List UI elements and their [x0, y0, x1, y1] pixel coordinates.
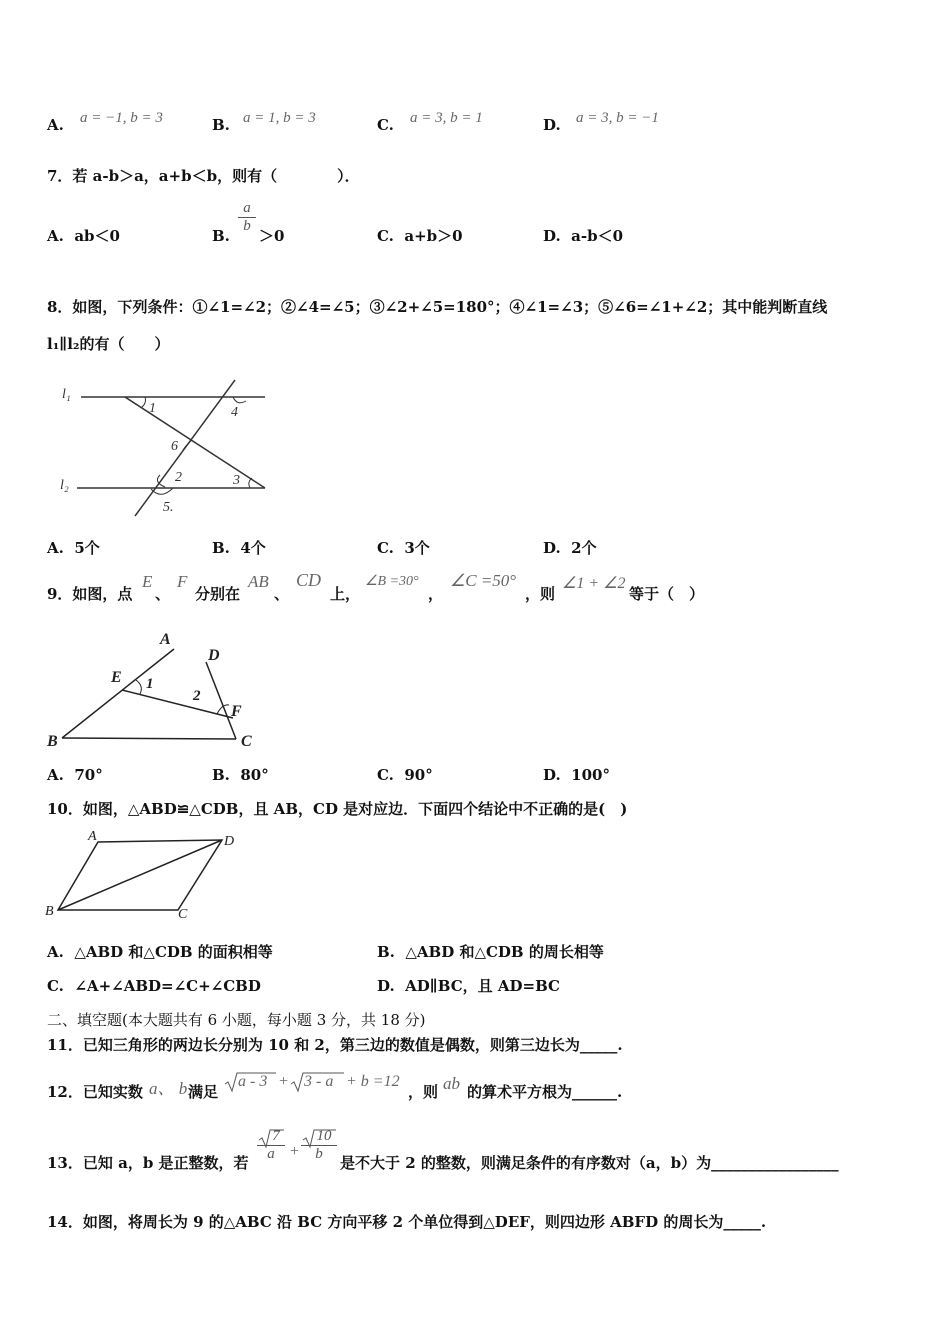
- q9-point-f: F: [177, 572, 188, 591]
- q9-option-c: [377, 765, 433, 785]
- q9-label-a: A: [160, 631, 171, 648]
- q13-numerator-1: 7: [257, 1128, 285, 1146]
- q13-denominator-1: a: [267, 1146, 275, 1162]
- q8-option-d-letter: D.: [543, 539, 561, 557]
- q8-option-c-letter: C.: [377, 539, 394, 557]
- q12-part1: 12．已知实数: [47, 1083, 143, 1101]
- q9-figure: [40, 622, 270, 757]
- q12-part4: 的算术平方根为______.: [467, 1083, 623, 1101]
- q7-option-d: [543, 226, 623, 246]
- q10-option-a-text: △ABD 和△CDB 的面积相等: [74, 943, 273, 961]
- q8-label-angle5: 5.: [163, 500, 174, 515]
- q9-option-b-letter: B.: [212, 766, 230, 784]
- q8-label-angle6: 6: [171, 439, 178, 454]
- q7-option-a-text: ab＜0: [74, 227, 120, 245]
- q8-stem-line2: l₁∥l₂的有（ ）: [47, 335, 170, 353]
- q14-text: 14．如图，将周长为 9 的△ABC 沿 BC 方向平移 2 个单位得到△DEF，则四边形 ABFD 的周长为_____.: [47, 1213, 767, 1231]
- q7-stem: 7．若 a-b＞a，a+b＜b，则有（ ）．: [47, 167, 360, 185]
- q8-option-a: [47, 538, 100, 558]
- q8-option-b-text: 4个: [240, 539, 266, 557]
- q10-option-b: [377, 942, 604, 962]
- q7-option-b-denominator: b: [243, 218, 251, 234]
- q9-sep3: ，: [428, 585, 444, 603]
- q8-option-d: [543, 538, 597, 558]
- q9-label-b: B: [47, 733, 58, 750]
- section2-title: 二、填空题(本大题共有 6 小题，每小题 3 分，共 18 分): [47, 1011, 426, 1029]
- q10-option-a: [47, 942, 273, 962]
- q12-radicand-2: 3 - a: [304, 1073, 334, 1090]
- q7-option-b-fraction: [238, 200, 256, 235]
- q9-label-d: D: [208, 647, 220, 664]
- q6-option-b-letter: B.: [212, 116, 230, 134]
- q7-option-c-text: a+b＞0: [404, 227, 463, 245]
- q8-option-d-text: 2个: [571, 539, 597, 557]
- q9-option-c-letter: C.: [377, 766, 394, 784]
- q9-label-angle2: 2: [193, 688, 201, 704]
- q10-option-a-letter: A.: [47, 943, 64, 961]
- q9-option-b-text: 80°: [240, 766, 269, 784]
- q12-ab: ab: [443, 1074, 460, 1093]
- q9-stem-part1: 9．如图，点: [47, 585, 133, 603]
- q9-sep2: 、: [274, 585, 290, 603]
- q9-option-a-text: 70°: [74, 766, 103, 784]
- q6-option-c-expr: a = 3, b = 1: [410, 110, 483, 126]
- q10-stem: 10．如图，△ABD≌△CDB，且 AB，CD 是对应边．下面四个结论中不正确的是( ): [47, 800, 628, 818]
- q10-label-a: A: [88, 829, 97, 844]
- q6-option-d-expr: a = 3, b = −1: [576, 110, 659, 126]
- q8-label-angle3: 3: [233, 473, 240, 488]
- q9-option-d-letter: D.: [543, 766, 561, 784]
- q10-option-b-letter: B.: [377, 943, 395, 961]
- q9-option-b: [212, 765, 269, 785]
- q8-label-angle1: 1: [149, 401, 156, 416]
- q10-figure: [40, 826, 250, 924]
- q9-segment-cd: CD: [296, 570, 322, 590]
- q9-angle-sum: ∠1 + ∠2: [562, 575, 626, 592]
- q7-option-a: [47, 226, 120, 246]
- q6-option-a-expr: a = −1, b = 3: [80, 110, 163, 126]
- q8-option-a-letter: A.: [47, 539, 64, 557]
- q9-sep1: 、: [155, 585, 171, 603]
- q13-plus: +: [289, 1143, 300, 1160]
- q10-label-b: B: [45, 904, 54, 919]
- q9-segment-ab: AB: [248, 572, 269, 591]
- q12-part3: ，则: [408, 1083, 439, 1101]
- q11-text: 11．已知三角形的两边长分别为 10 和 2，第三边的数值是偶数，则第三边长为_____.: [47, 1036, 623, 1054]
- q9-option-c-text: 90°: [404, 766, 433, 784]
- q13-fraction-2: [301, 1128, 337, 1163]
- q8-label-angle2: 2: [175, 470, 182, 485]
- q9-label-f: F: [231, 703, 242, 720]
- q7-option-b-letter: B.: [212, 227, 230, 245]
- q6-option-a-letter: A.: [47, 116, 64, 134]
- q9-angle-c: ∠C =50°: [450, 571, 517, 590]
- q9-stem-part5: 等于（ ）: [629, 585, 705, 603]
- q8-label-l1: l₁: [62, 387, 71, 402]
- q10-label-d: D: [224, 834, 235, 849]
- q7-option-d-text: a-b＜0: [571, 227, 624, 245]
- q9-option-a-letter: A.: [47, 766, 64, 784]
- q8-figure: [55, 378, 275, 520]
- q13-part2: 是不大于 2 的整数，则满足条件的有序数对（a，b）为_________________: [340, 1154, 839, 1172]
- q8-label-l2: l₂: [60, 478, 69, 493]
- q9-option-d-text: 100°: [571, 766, 610, 784]
- q13-fraction-1: [257, 1128, 285, 1163]
- q13-part1: 13．已知 a，b 是正整数，若: [47, 1154, 249, 1172]
- q7-option-b-text: ＞0: [259, 227, 285, 245]
- q7-option-b-numerator: a: [238, 200, 256, 218]
- q12-rest: + b =12: [346, 1073, 400, 1090]
- q9-option-a: [47, 765, 103, 785]
- q7-option-c-letter: C.: [377, 227, 394, 245]
- q8-label-angle4: 4: [231, 405, 238, 420]
- q6-option-c-letter: C.: [377, 116, 394, 134]
- q13-numerator-2: 10: [301, 1128, 337, 1146]
- q9-stem-part2: 分别在: [195, 585, 241, 603]
- q8-option-c-text: 3个: [404, 539, 430, 557]
- q12-vars: a、 b: [149, 1079, 188, 1098]
- q7-option-d-letter: D.: [543, 227, 561, 245]
- q10-option-d-text: AD∥BC，且 AD=BC: [405, 977, 560, 995]
- q6-option-d-letter: D.: [543, 116, 561, 134]
- q9-stem-part4: ，则: [525, 585, 556, 603]
- q9-label-e: E: [111, 669, 122, 686]
- q8-option-b: [212, 538, 266, 558]
- q8-option-c: [377, 538, 430, 558]
- q9-point-e: E: [142, 572, 153, 591]
- q10-option-c-letter: C.: [47, 977, 64, 995]
- q10-option-c-text: ∠A+∠ABD=∠C+∠CBD: [74, 977, 261, 995]
- q10-option-d: [377, 976, 560, 996]
- q13-denominator-2: b: [315, 1146, 323, 1162]
- q9-label-c: C: [241, 733, 252, 750]
- q8-option-b-letter: B.: [212, 539, 230, 557]
- q10-option-c: [47, 976, 261, 996]
- q10-option-d-letter: D.: [377, 977, 395, 995]
- q12-radicand-1: a - 3: [238, 1073, 268, 1090]
- q9-stem-part3: 上，: [330, 585, 361, 603]
- q8-option-a-text: 5个: [74, 539, 100, 557]
- q9-label-angle1: 1: [146, 676, 154, 692]
- q10-option-b-text: △ABD 和△CDB 的周长相等: [405, 943, 604, 961]
- q12-plus: +: [278, 1073, 289, 1090]
- q12-part2: 满足: [188, 1083, 219, 1101]
- q7-option-c: [377, 226, 463, 246]
- q9-angle-b: ∠B =30°: [365, 574, 419, 589]
- q7-option-a-letter: A.: [47, 227, 64, 245]
- q6-option-b-expr: a = 1, b = 3: [243, 110, 316, 126]
- q9-option-d: [543, 765, 610, 785]
- q10-label-c: C: [178, 907, 188, 922]
- q8-stem-line1: 8．如图，下列条件：①∠1=∠2；②∠4=∠5；③∠2+∠5=180°；④∠1=∠3；⑤∠6=∠1+∠2；其中能判断直线: [47, 298, 828, 316]
